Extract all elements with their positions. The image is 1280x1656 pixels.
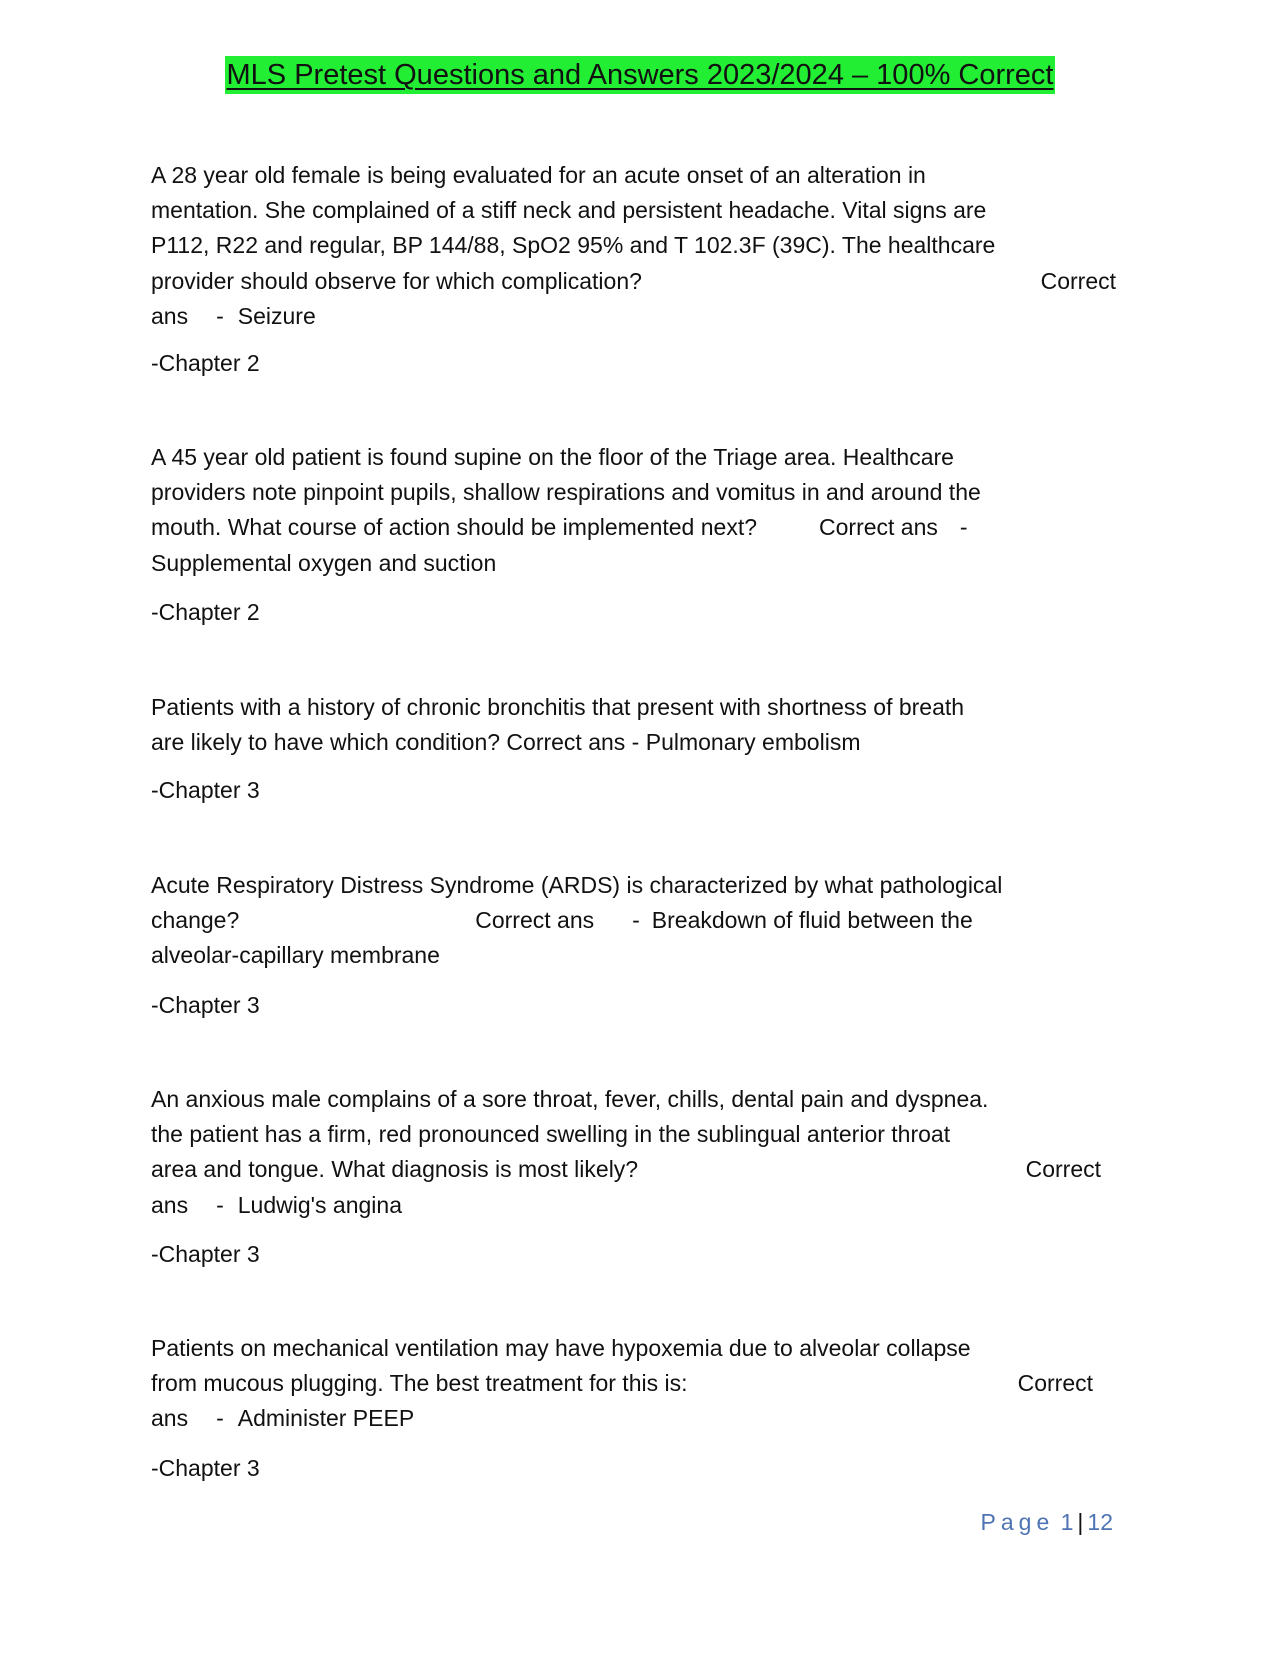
answer-dash: - xyxy=(216,302,224,329)
correct-label: Correct xyxy=(1040,267,1116,294)
answer-text: Seizure xyxy=(237,302,316,329)
answer-dash: - xyxy=(959,514,968,541)
title-container xyxy=(0,56,1280,94)
answer-line xyxy=(151,1188,1101,1223)
chapter-label: -Chapter 3 xyxy=(151,1455,260,1481)
question-line: An anxious male complains of a sore throat, fever, chills, dental pain and dyspnea. xyxy=(151,1086,989,1112)
question-block-3 xyxy=(151,690,1116,760)
correct-label: Correct xyxy=(1017,1370,1093,1397)
question-line: the patient has a firm, red pronounced swelling in the sublingual anterior throat xyxy=(151,1121,951,1148)
answer-text: Administer PEEP xyxy=(237,1405,415,1432)
ans-label: ans xyxy=(151,1191,189,1218)
chapter-label: -Chapter 2 xyxy=(151,599,260,625)
question-line: P112, R22 and regular, BP 144/88, SpO2 95% and T 102.3F (39C). The healthcare xyxy=(151,232,996,259)
question-line: A 28 year old female is being evaluated for an acute onset of an alteration in xyxy=(151,162,926,188)
question-line-with-correct xyxy=(151,264,1116,299)
answer-dash: - xyxy=(632,907,640,934)
answer-dash: - xyxy=(216,1405,224,1432)
question-line: Patients on mechanical ventilation may have hypoxemia due to alveolar collapse xyxy=(151,1335,971,1361)
answer-line xyxy=(151,1401,1093,1436)
question-text: mouth. What course of action should be implemented next? xyxy=(151,514,758,541)
document-title: MLS Pretest Questions and Answers 2023/2024 – 100% Correct xyxy=(225,56,1056,94)
chapter-label: -Chapter 2 xyxy=(151,350,260,376)
answer-text: Supplemental oxygen and suction xyxy=(151,549,497,576)
page-number: 1 xyxy=(1060,1509,1074,1535)
correct-label: Correct ans xyxy=(475,907,595,934)
page-word: Page xyxy=(980,1509,1055,1535)
question-line: area and tongue. What diagnosis is most likely? xyxy=(151,1156,639,1183)
answer-text: Ludwig's angina xyxy=(237,1191,402,1218)
question-block-4 xyxy=(151,868,1116,974)
ans-label: ans xyxy=(151,302,189,329)
question-line: providers note pinpoint pupils, shallow respirations and vomitus in and around the xyxy=(151,479,981,506)
question-line: Acute Respiratory Distress Syndrome (ARDS) is characterized by what pathological xyxy=(151,872,1003,898)
question-line: are likely to have which condition? Correct ans - Pulmonary embolism xyxy=(151,729,861,756)
page-separator: | xyxy=(1077,1509,1084,1535)
question-line xyxy=(151,903,1116,938)
question-line: from mucous plugging. The best treatment for this is: xyxy=(151,1370,688,1397)
question-line-with-correct xyxy=(151,1366,1093,1401)
question-line-with-correct xyxy=(151,1152,1101,1187)
chapter-label: -Chapter 3 xyxy=(151,777,260,803)
question-line xyxy=(151,510,1116,545)
question-block-5 xyxy=(151,1082,1101,1223)
ans-label: ans xyxy=(151,1405,189,1432)
question-block-1 xyxy=(151,158,1116,334)
question-text: change? xyxy=(151,907,240,934)
correct-label: Correct ans xyxy=(819,514,938,541)
correct-label: Correct xyxy=(1025,1156,1101,1183)
question-line: mentation. She complained of a stiff neck and persistent headache. Vital signs are xyxy=(151,197,987,224)
answer-line xyxy=(151,299,1116,334)
chapter-label: -Chapter 3 xyxy=(151,992,260,1018)
question-line: A 45 year old patient is found supine on the floor of the Triage area. Healthcare xyxy=(151,444,954,470)
answer-text-continued: alveolar-capillary membrane xyxy=(151,942,440,969)
question-block-2 xyxy=(151,440,1116,581)
question-line: Patients with a history of chronic bronchitis that present with shortness of breath xyxy=(151,694,965,720)
answer-text: Breakdown of fluid between the xyxy=(651,907,973,934)
question-line: provider should observe for which complication? xyxy=(151,267,642,294)
page-footer xyxy=(981,1507,1113,1537)
answer-dash: - xyxy=(216,1191,224,1218)
total-pages: 12 xyxy=(1087,1509,1113,1535)
chapter-label: -Chapter 3 xyxy=(151,1241,260,1267)
question-block-6 xyxy=(151,1331,1093,1437)
